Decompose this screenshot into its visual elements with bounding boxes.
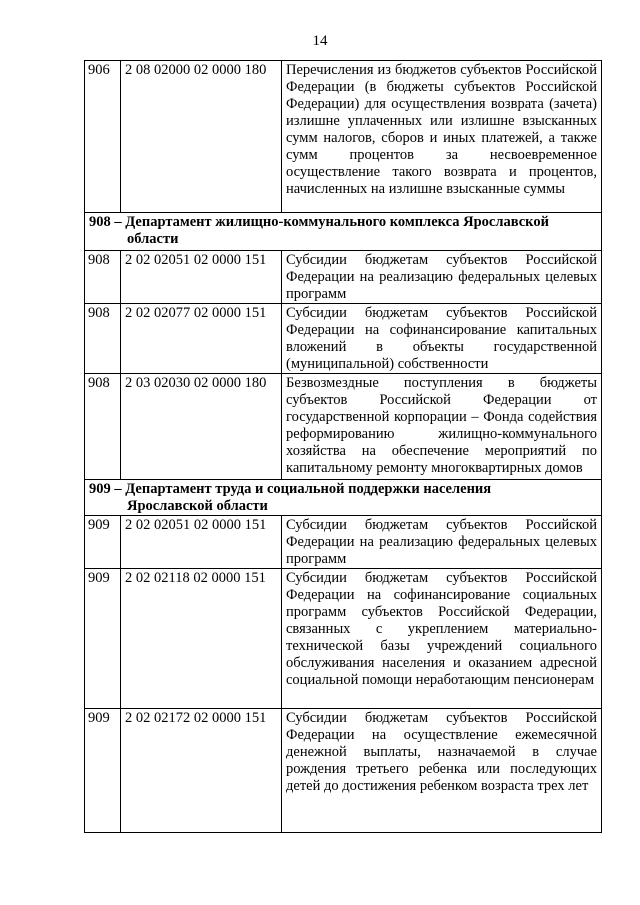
description-cell: Субсидии бюджетам субъектов Российской Федерации на осуществление ежемесячной денежной выплаты, назначаемой в случае рождения третьего ребенка или последующих детей до достижения ребенком возраста трех лет bbox=[282, 709, 602, 833]
table-row bbox=[85, 251, 602, 304]
admin-code-cell: 909 bbox=[85, 569, 121, 709]
admin-code-cell: 908 bbox=[85, 251, 121, 304]
department-header-line2: Ярославской области bbox=[127, 498, 268, 514]
admin-code-cell: 906 bbox=[85, 61, 121, 213]
table-row bbox=[85, 709, 602, 833]
table-row bbox=[85, 61, 602, 213]
budget-revenue-table bbox=[84, 60, 602, 833]
description-cell: Перечисления из бюджетов субъектов Российской Федерации (в бюджеты субъектов Российской Федерации) для осуществления возврата (зачета) излишне уплаченных или излишне взысканных сумм налогов, сборов и иных платежей, а также сумм процентов за несвоевременное осуществление такого возврата и процентов, начисленных на излишне взысканные суммы bbox=[282, 61, 602, 213]
budget-code-cell: 2 02 02051 02 0000 151 bbox=[121, 516, 282, 569]
admin-code-cell: 908 bbox=[85, 304, 121, 374]
budget-code-cell: 2 02 02172 02 0000 151 bbox=[121, 709, 282, 833]
description-cell: Субсидии бюджетам субъектов Российской Федерации на софинансирование социальных программ субъектов Российской Федерации, связанных с укреплением материально-технической базы учреждений социального обслуживания населения и оказанием адресной социальной помощи неработающим пенсионерам bbox=[282, 569, 602, 709]
budget-code-cell: 2 02 02118 02 0000 151 bbox=[121, 569, 282, 709]
department-header-row bbox=[85, 213, 602, 251]
table-row bbox=[85, 516, 602, 569]
budget-code-cell: 2 08 02000 02 0000 180 bbox=[121, 61, 282, 213]
department-header-line1: 908 – Департамент жилищно-коммунального комплекса Ярославской bbox=[89, 214, 549, 230]
department-header bbox=[85, 480, 602, 516]
admin-code-cell: 908 bbox=[85, 374, 121, 480]
budget-code-cell: 2 03 02030 02 0000 180 bbox=[121, 374, 282, 480]
department-header-line2: области bbox=[127, 231, 179, 247]
admin-code-cell: 909 bbox=[85, 709, 121, 833]
description-cell: Безвозмездные поступления в бюджеты субъектов Российской Федерации от государственной корпорации – Фонда содействия реформированию жилищно-коммунального хозяйства на обеспечение мероприятий по капитальному ремонту многоквартирных домов bbox=[282, 374, 602, 480]
table-row bbox=[85, 569, 602, 709]
description-cell: Субсидии бюджетам субъектов Российской Федерации на реализацию федеральных целевых программ bbox=[282, 516, 602, 569]
department-header-line1: 909 – Департамент труда и социальной поддержки населения bbox=[89, 481, 492, 497]
department-header-row bbox=[85, 480, 602, 516]
page-number: 14 bbox=[312, 33, 328, 49]
description-cell: Субсидии бюджетам субъектов Российской Федерации на реализацию федеральных целевых программ bbox=[282, 251, 602, 304]
department-header bbox=[85, 213, 602, 251]
table-row bbox=[85, 374, 602, 480]
admin-code-cell: 909 bbox=[85, 516, 121, 569]
budget-code-cell: 2 02 02077 02 0000 151 bbox=[121, 304, 282, 374]
budget-code-cell: 2 02 02051 02 0000 151 bbox=[121, 251, 282, 304]
table-row bbox=[85, 304, 602, 374]
description-cell: Субсидии бюджетам субъектов Российской Федерации на софинансирование капитальных вложений в объекты государственной (муниципальной) собственности bbox=[282, 304, 602, 374]
